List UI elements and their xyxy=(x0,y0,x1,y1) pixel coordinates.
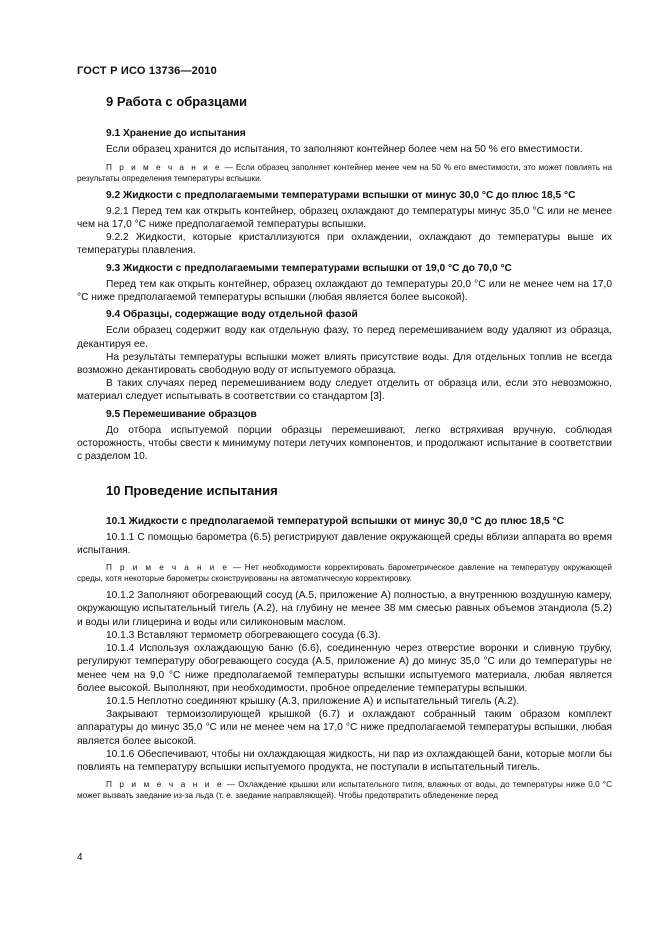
page-number: 4 xyxy=(77,852,83,863)
note xyxy=(77,779,612,801)
note-label: П р и м е ч а н и е xyxy=(106,563,230,573)
subsection-9-1-title: 9.1 Хранение до испытания xyxy=(106,128,246,140)
subsection-9-5-title: 9.5 Перемешивание образцов xyxy=(106,408,257,420)
note xyxy=(77,162,612,184)
subsection-9-4-title: 9.4 Образцы, содержащие воду отдельной фазой xyxy=(106,309,358,321)
subsection-9-3-title: 9.3 Жидкости с предполагаемыми температурами вспышки от 19,0 °С до 70,0 °С xyxy=(106,262,512,274)
document-header: ГОСТ Р ИСО 13736—2010 xyxy=(77,65,217,77)
paragraph: Закрывают термоизолирующей крышкой (6.7) и охлаждают собранный таким образом комплект аппаратуры до минус 35,0 °С или не менее чем на 17,0 °С ниже предполагаемой температуры вспышки, любая является более высокой. xyxy=(77,709,612,747)
paragraph: 9.2.1 Перед тем как открыть контейнер, образец охлаждают до температуры минус 35,0 °С или не менее чем на 17,0 °С ниже предполагаемой температуры вспышки. xyxy=(77,205,612,231)
paragraph: До отбора испытуемой порции образцы перемешивают, легко встряхивая вручную, соблюдая осторожность, чтобы свести к минимуму потери летучих компонентов, и продолжают испытание в соответствии с разделом 10. xyxy=(77,424,612,463)
paragraph: В таких случаях перед перемешиванием воду следует отделить от образца или, если это невозможно, материал следует испытывать в соответствии со стандартом [3]. xyxy=(77,378,612,403)
subsection-9-2-title: 9.2 Жидкости с предполагаемыми температурами вспышки от минус 30,0 °С до плюс 18,5 °С xyxy=(106,189,576,201)
paragraph: 9.2.2 Жидкости, которые кристаллизуются при охлаждении, охлаждают до температуры выше их температуры плавления. xyxy=(77,232,612,257)
note-text: — Если образец заполняет контейнер менее чем на 50 % его вместимости, это может повлиять на результаты определения температуры вспышки. xyxy=(77,162,613,183)
paragraph: 10.1.6 Обеспечивают, чтобы ни охлаждающая жидкость, ни пар из охлаждающей бани, которые могли бы повлиять на температуру вспышки испытуемого продукта, не поступали в испытательный тигель. xyxy=(77,748,612,773)
note xyxy=(77,562,612,584)
paragraph: Если образец содержит воду как отдельную фазу, то перед перемешиванием воду удаляют из образца, декантируя ее. xyxy=(77,325,612,350)
paragraph: 10.1.3 Вставляют термометр обогревающего сосуда (6.3). xyxy=(106,629,381,641)
section-10-title: 10 Проведение испытания xyxy=(106,483,278,499)
section-9-title: 9 Работа с образцами xyxy=(106,94,248,109)
paragraph: 10.1.2 Заполняют обогревающий сосуд (А.5, приложение А) полностью, а внутреннюю воздушную камеру, окружающую испытательный тигель (А.2), на глубину не менее 38 мм смесью равных объемов этандиола (5.2) и воды или глицерина и воды или силиконовым маслом. xyxy=(77,590,612,628)
paragraph: 10.1.5 Неплотно соединяют крышку (А.3, приложение А) и испытательный тигель (А.2). xyxy=(106,695,520,707)
paragraph: На результаты температуры вспышки может влиять присутствие воды. Для отдельных топлив не всегда возможно декантировать свободную воду от испытуемого образца. xyxy=(77,351,612,377)
paragraph: Перед тем как открыть контейнер, образец охлаждают до температуры 20,0 °С или не менее чем на 17,0 °С ниже предполагаемой температуры вспышки (любая является более высокой). xyxy=(77,278,612,304)
note-label: П р и м е ч а н и е xyxy=(106,162,222,172)
paragraph: Если образец хранится до испытания, то заполняют контейнер более чем на 50 % его вместимости. xyxy=(106,144,583,156)
note-text: — Охлаждение крышки или испытательного тигля, влажных от воды, до температуры ниже 0,0 °С может вызвать заедание из-за льда (т. е. заедание направляющей). Чтобы предотвратить обледенение перед xyxy=(77,780,612,801)
subsection-10-1-title: 10.1 Жидкости с предполагаемой температурой вспышки от минус 30,0 °С до плюс 18,5 °С xyxy=(106,515,564,527)
note-text: — Нет необходимости корректировать барометрическое давление на температуру окружающей среды, хотя некоторые барометры сконструированы на автоматическую корректировку. xyxy=(77,563,612,584)
page-body xyxy=(77,95,612,806)
note-label: П р и м е ч а н и е xyxy=(106,780,224,790)
paragraph: 10.1.4 Используя охлаждающую баню (6.6), соединенную через отверстие воронки и сливную трубку, регулируют температуру обогревающего сосуда (А.5, приложение А) до минус 35,0 °С или до температуры не менее чем на 9,0 °С ниже предполагаемой температуры вспышки испытуемого материала, любая является более высокой. Выполняют, при необходимости, пробное определение температуры вспышки. xyxy=(77,643,612,694)
paragraph: 10.1.1 С помощью барометра (6.5) регистрируют давление окружающей среды вблизи аппарата во время испытания. xyxy=(77,531,612,557)
